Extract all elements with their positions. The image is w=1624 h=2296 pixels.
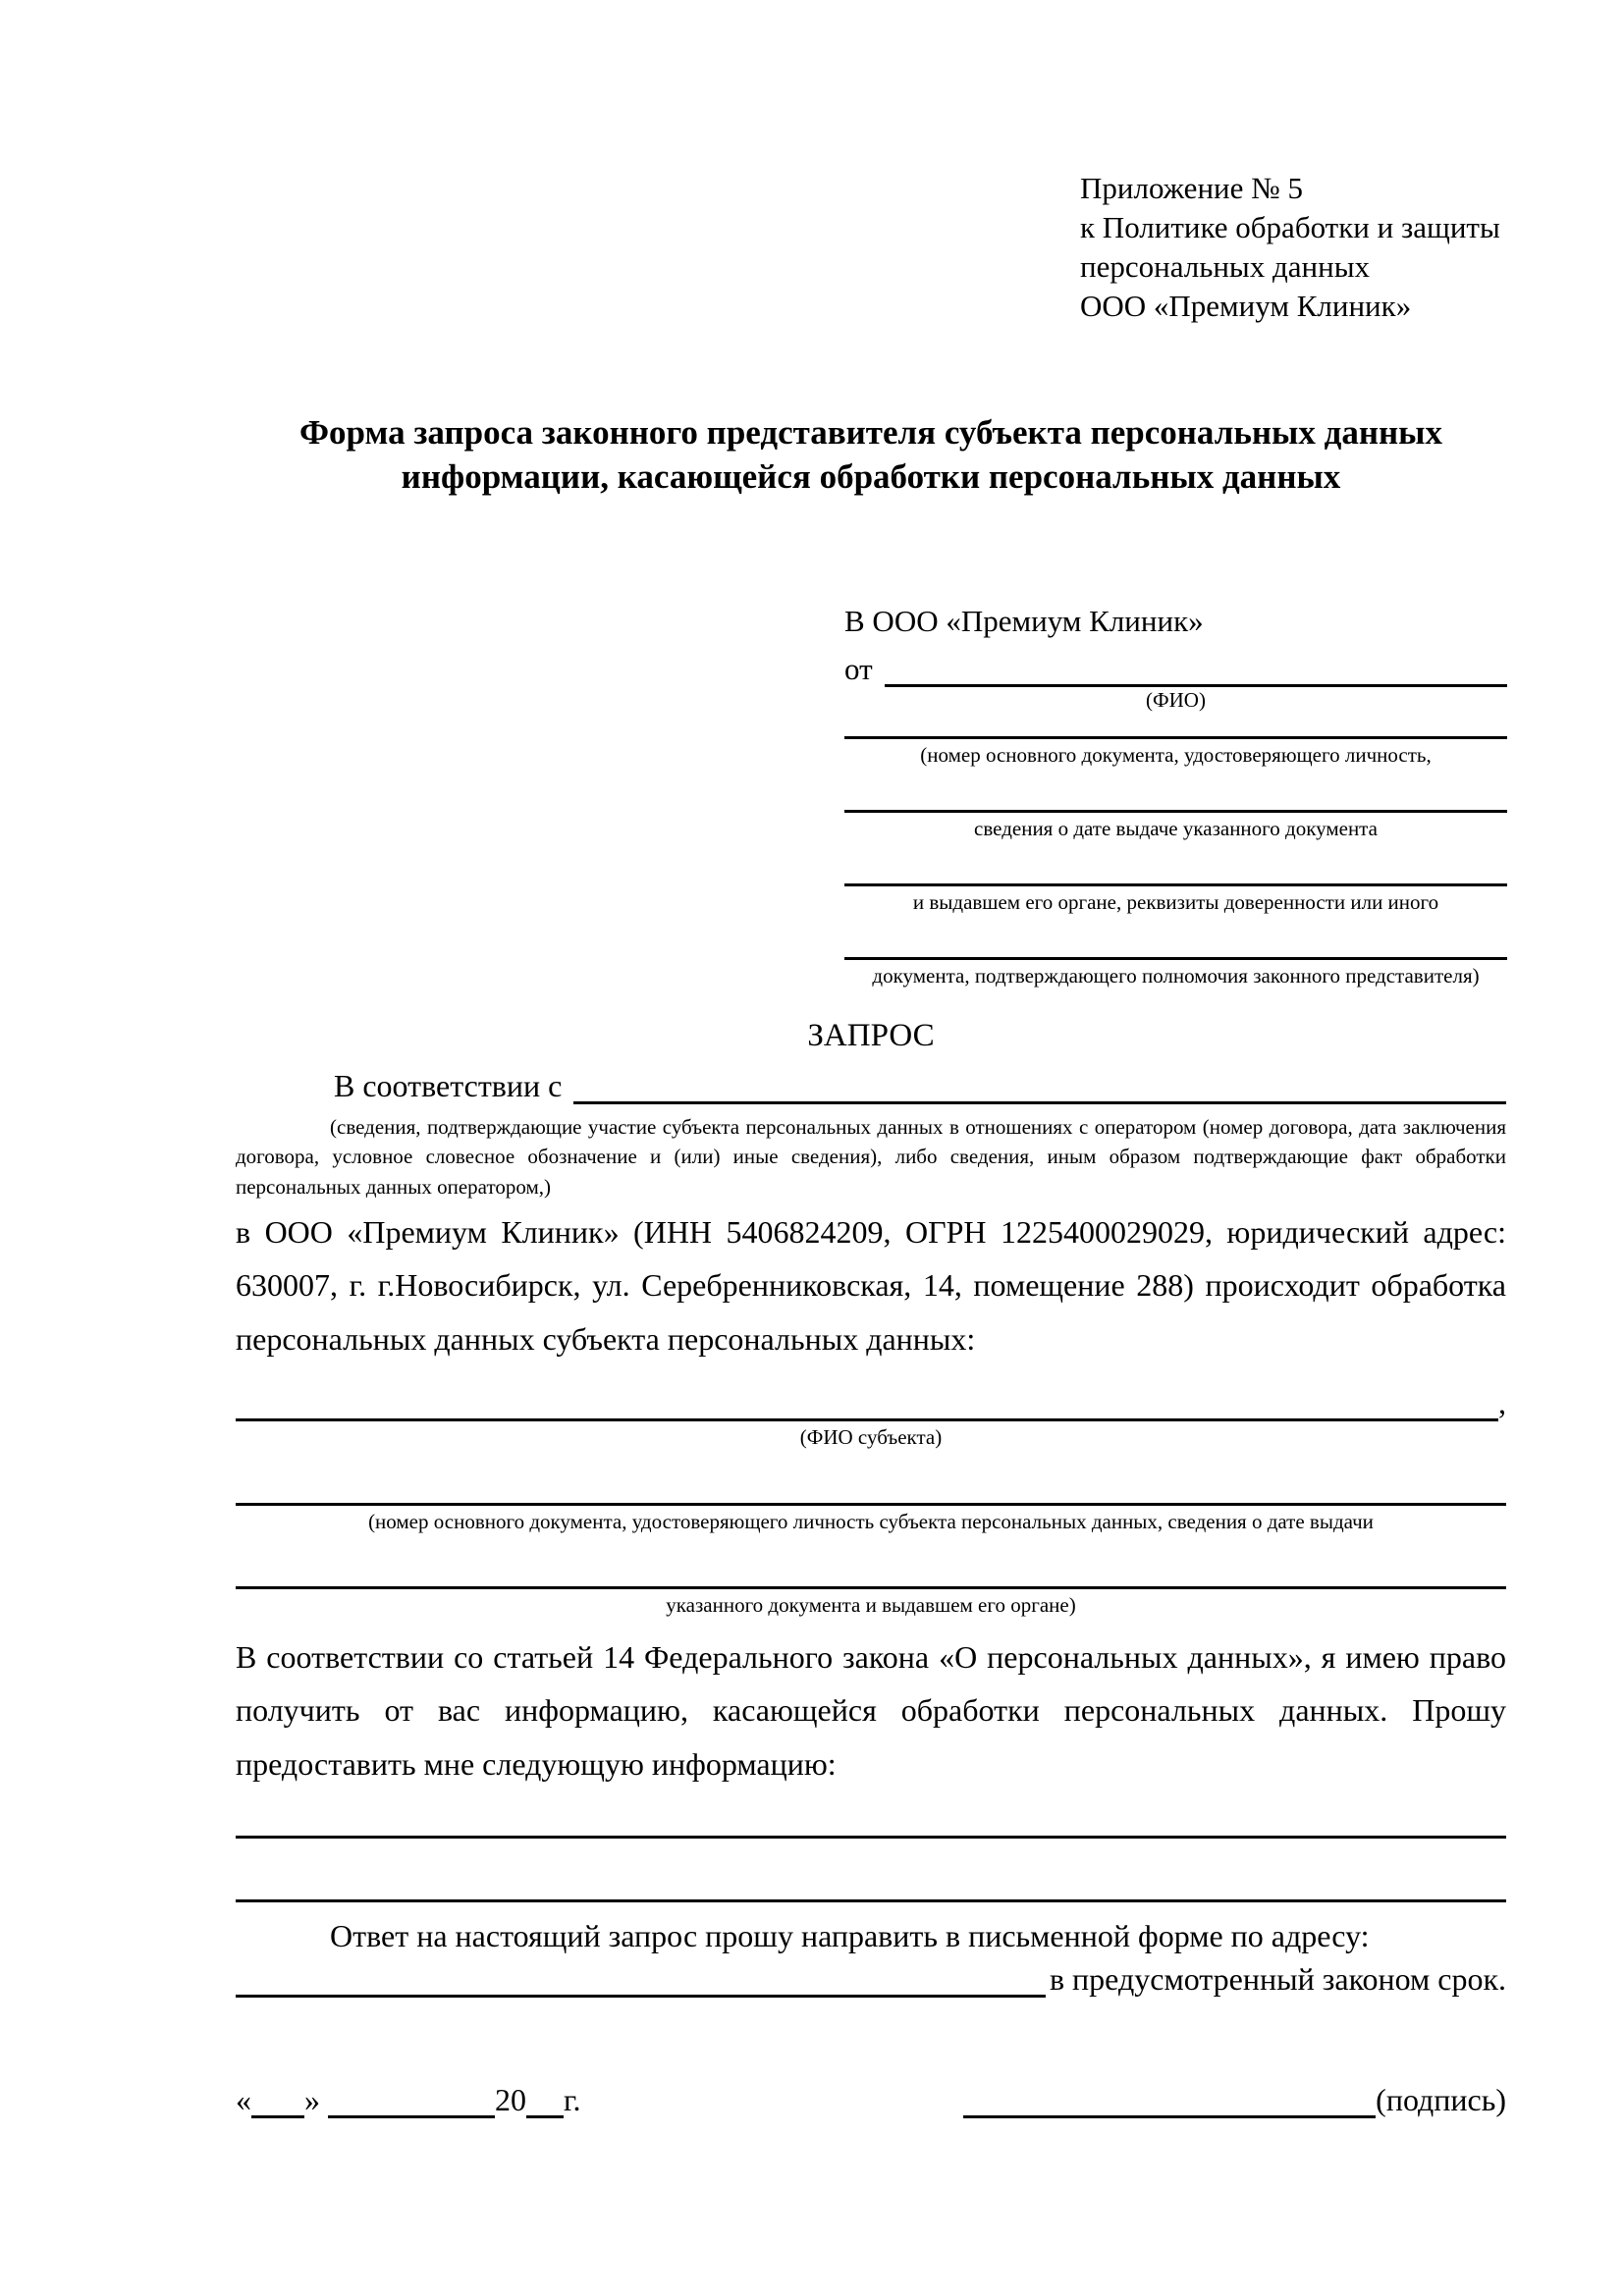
signature-row	[236, 2082, 1506, 2118]
authority-document-caption: документа, подтверждающего полномочия законного представителя)	[872, 964, 1480, 988]
operator-paragraph: в ООО «Премиум Клиник» (ИНН 5406824209, ОГРН 1225400029029, юридический адрес: 630007, г. г.Новосибирск, ул. Серебренниковская, 14, помещение 288) происходит обработка персональных данных субъекта персональных данных:	[236, 1214, 1506, 1357]
document-title-line-1: Форма запроса законного представителя субъекта персональных данных	[299, 412, 1442, 452]
representative-fio-field-line[interactable]	[885, 651, 1507, 687]
subject-fio-field-line[interactable]	[236, 1409, 1498, 1421]
representative-doc-field-2	[844, 804, 1507, 842]
doc-number-field-line[interactable]	[844, 730, 1507, 739]
annex-line-3: персональных данных	[1080, 248, 1371, 284]
subject-doc-number-field-line[interactable]	[236, 1493, 1506, 1506]
subject-doc-caption-1: (номер основного документа, удостоверяющего личность субъекта персональных данных, сведения о дате выдачи	[368, 1509, 1374, 1533]
issuing-authority-caption: и выдавшем его органе, реквизиты доверенности или иного	[912, 890, 1439, 915]
date-year-prefix: 20	[495, 2081, 526, 2117]
addressee-organization: В ООО «Премиум Клиник»	[844, 603, 1204, 638]
date-open-quote: «	[236, 2081, 251, 2117]
document-title-line-2: информации, касающейся обработки персональных данных	[401, 457, 1341, 497]
date-year-suffix: г.	[564, 2081, 581, 2117]
authority-document-field-line[interactable]	[844, 951, 1507, 960]
date-year-field-line[interactable]	[526, 2086, 564, 2118]
law-paragraph: В соответствии со статьей 14 Федерального закона «О персональных данных», я имею право получить от вас информацию, касающейся обработки персональных данных. Прошу предоставить мне следующую информацию:	[236, 1639, 1506, 1782]
representative-fio-caption: (ФИО)	[1146, 688, 1206, 713]
representative-doc-field-4	[844, 951, 1507, 989]
subject-doc-caption-2: указанного документа и выдавшем его органе)	[666, 1592, 1076, 1617]
subject-fio-comma: ,	[1498, 1385, 1506, 1421]
reply-address-row	[236, 1961, 1506, 1998]
annex-header	[1080, 169, 1506, 326]
annex-line-1: Приложение № 5	[1080, 171, 1303, 205]
from-label: от	[844, 652, 873, 687]
intro-label: В соответствии с	[334, 1067, 563, 1103]
signature-caption: (подпись)	[1376, 2081, 1506, 2117]
date-field-group	[236, 2082, 581, 2118]
doc-issue-date-field-line[interactable]	[844, 804, 1507, 813]
from-row	[844, 651, 1507, 687]
intro-row	[236, 1068, 1506, 1104]
reply-address-field-line[interactable]	[236, 1985, 1046, 1998]
relation-details-field-line[interactable]	[573, 1092, 1506, 1104]
annex-line-2: к Политике обработки и защиты	[1080, 209, 1500, 244]
subject-doc-issuer-field-line[interactable]	[236, 1576, 1506, 1589]
reply-tail-text: в предусмотренный законом срок.	[1049, 1960, 1506, 1997]
annex-line-4: ООО «Премиум Клиник»	[1080, 288, 1412, 323]
signature-field-line[interactable]	[963, 2086, 1376, 2118]
doc-number-caption: (номер основного документа, удостоверяющего личность,	[920, 742, 1432, 767]
signature-field-group	[963, 2082, 1506, 2118]
requested-info-field-line-1[interactable]	[236, 1826, 1506, 1839]
subject-fio-row	[236, 1385, 1506, 1421]
relation-details-caption: (сведения, подтверждающие участие субъекта персональных данных в отношениях с оператором (номер договора, дата заключения договора, условное словесное обозначение и (или) иные сведения), либо сведения, иным образом подтверждающие факт обработки персональных данных оператором,)	[236, 1114, 1506, 1199]
document-title	[236, 410, 1506, 500]
date-month-field-line[interactable]	[328, 2086, 495, 2118]
doc-issue-date-caption: сведения о дате выдаче указанного документа	[974, 816, 1378, 840]
requested-info-field-line-2[interactable]	[236, 1890, 1506, 1902]
addressee-block	[844, 602, 1507, 990]
date-close-quote: »	[304, 2081, 320, 2117]
representative-doc-field-3	[844, 878, 1507, 916]
date-day-field-line[interactable]	[251, 2086, 304, 2118]
reply-paragraph: Ответ на настоящий запрос прошу направить в письменной форме по адресу:	[330, 1918, 1370, 1954]
issuing-authority-field-line[interactable]	[844, 878, 1507, 886]
request-heading: ЗАПРОС	[807, 1017, 935, 1053]
representative-doc-field-1	[844, 730, 1507, 769]
subject-fio-caption: (ФИО субъекта)	[799, 1425, 943, 1450]
